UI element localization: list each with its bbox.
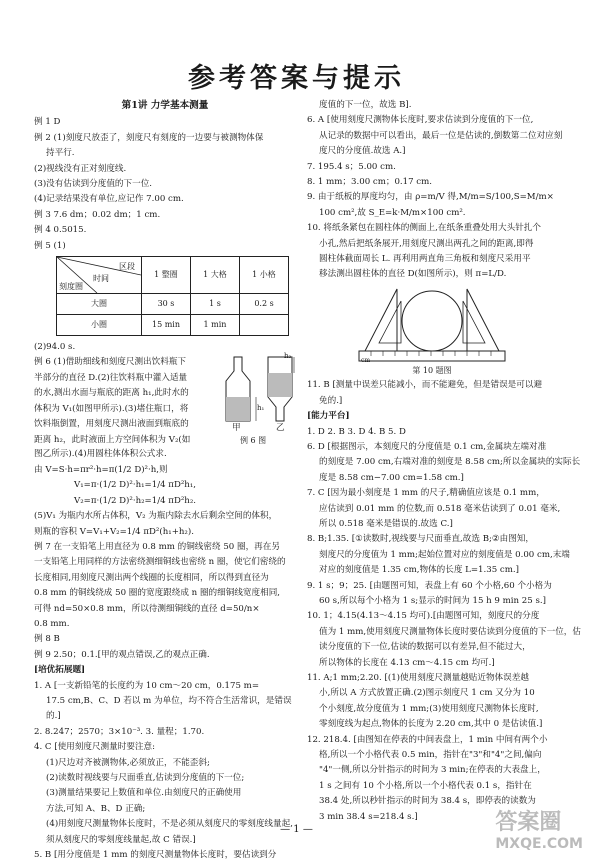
answer-line: (4)记录结果没有单位,应记作 7.00 cm. [34,194,184,205]
answer-line: 例 8 B [34,634,60,645]
answer-line: 须从刻度尺的零刻度线量起,故 C 错误.] [46,834,196,845]
answer-line: 例 3 7.6 dm；0.02 dm；1 cm. [34,209,161,220]
answer-line: 6. D [根据图示，本刻度尺的分度值是 0.1 cm,金属块左端对准 [307,441,547,452]
answer-line: 8. B;1.35. [①读数时,视线要与尺面垂直,故选 B;②由图知， [307,534,535,545]
answer-line: 值为 1 mm,使用刻度尺测量物体长度时要估读到分度值的下一位，估 [319,626,581,637]
answer-line: 移法测出圆柱体的直径 D(如图所示)，则 π=L/D. [319,269,507,280]
watermark-logo [495,805,583,852]
answer-line: 5. B [用分度值是 1 mm 的刻度尺测量物体长度时，要估读到分 [34,850,277,861]
table-header-time: 时间 [93,274,109,284]
answer-line: 11. B [测量中误差只能减小，而不能避免，但是错误是可以避 [307,380,543,391]
answer-line: 的刻度是 7.00 cm,右端对准的刻度是 8.58 cm;所以金属块的实际长 [319,457,581,468]
answer-line: 小孔,然后把纸条展开,用刻度尺测出两孔之间的距离,即得 [319,238,534,249]
answer-line: 所以物体的长度在 4.13 cm～4.15 cm 均可.] [319,657,495,668]
answer-line: (2)94.0 s. [34,342,76,353]
answer-line: 9. 由于纸板的厚度均匀，由 ρ=m/V 得,M/m=S/100,S=M/m× [307,192,554,203]
answer-line: 饮料瓶倒置，用刻度尺测出液面到瓶底的 [34,419,189,430]
answer-line: 应估读到 0.01 mm 的位数,而 0.518 毫米估读到了 0.01 毫米, [319,503,561,514]
answer-line: 则瓶的容积 V=V₁+V₂=1/4 πD²(h₁+h₂). [34,526,194,537]
answer-line: 免的.] [319,395,343,406]
answer-line: 1 s 之间有 10 个小格,所以一个小格代表 0.1 s，指针在 [319,780,532,791]
answer-line: 60 s,所以每个小格为 1 s;显示的时间为 15 h 9 min 25 s.] [319,595,546,606]
answer-line: 持平行. [46,148,75,159]
answer-line: 从记录的数据中可以看出，最后一位是估读的,倒数第二位对应刻 [319,130,563,141]
formula-line: V₂=π·(1/2 D)²·h₂=1/4 πD²h₂. [74,495,197,506]
left-column [34,98,296,863]
table-cell: 1 s [191,294,240,315]
fig10-caption: 第 10 题图 [412,365,452,375]
answer-line: 的.] [46,711,61,722]
answer-line: (5)V₁ 为瓶内水所占体积，V₂ 为瓶内除去水后剩余空间的体积， [34,511,278,522]
answer-line: 8. 1 mm；3.00 cm；0.17 cm. [307,177,433,188]
answer-line: 例 6 (1)借助细线和刻度尺测出饮料瓶下 [34,357,187,368]
table-col-header: 1 大格 [191,257,240,294]
watermark-url: MXQE.COM [495,836,583,852]
table-row-header: 大圈 [57,294,142,315]
section-header: [培优拓展题] [34,665,86,676]
formula-line: V₁=π·(1/2 D)²·h₁=1/4 πD²h₁, [74,480,197,491]
answer-line: 0.8 mm. [34,618,70,629]
table-cell: 0.2 s [240,294,289,315]
answer-line: 1. D 2. B 3. D 4. B 5. D [307,426,406,437]
answer-line: 例 4 0.5015. [34,225,87,236]
answer-line: 7. C [因为最小刻度是 1 mm 的尺子,精确值应该是 0.1 mm， [307,488,545,499]
fig6-label-jia: 甲 [232,423,241,434]
answer-line: 17.5 cm,B、C、D 若以 m 为单位，均不符合生活常识，是错误 [46,695,292,706]
answer-line: 4. C [使用刻度尺测量时要注意: [34,742,156,753]
answer-line: 刻度尺的分度值为 1 mm;起始位置对应的刻度值是 0.00 cm,末端 [319,549,570,560]
answer-line: (1)尺边对齐被测物体,必须放正，不能歪斜; [46,757,210,768]
figure-10 [357,283,507,378]
answer-line: 例 1 D [34,117,61,128]
fig6-caption: 例 6 图 [240,436,267,446]
answer-line: 体积为 V₁(如图甲所示).(3)堵住瓶口，将 [34,403,189,414]
table-col-header: 1 整圈 [142,257,191,294]
table-header-diagonal [57,257,142,294]
answer-line: 9. 1 s；9；25. [由题图可知，表盘上有 60 个小格,60 个小格为 [307,580,552,591]
answer-line: (2)视线没有正对刻度线. [34,163,127,174]
answer-line: 12. 218.4. [由图知在停表的中间表盘上，1 min 中间有两个小 [307,734,548,745]
answer-line: 2. 8.247；2570；3×10⁻³. 3. 量程；1.70. [34,726,205,737]
answer-line: 6. A [使用刻度尺测物体长度时,要求估读到分度值的下一位, [307,115,534,126]
answer-line: 3 min 38.4 s=218.4 s.] [319,811,418,822]
answer-line: 7. 195.4 s；5.00 cm. [307,161,396,172]
answer-line: (2)读数时视线要与尺面垂直,估读到分度值的下一位; [46,773,245,783]
answer-line: 半部分的直径 D.(2)往饮料瓶中灌入适量 [34,372,188,383]
answer-line: (4)用刻度尺测量物体长度时，不是必须从刻度尺的零刻度线量起, [46,819,293,830]
answer-line: 可得 nd=50×0.8 mm，所以待测细铜线的直径 d=50/n× [34,603,260,614]
answer-line: 度值的下一位，故选 B]. [319,100,412,110]
answer-line: 0.8 mm 的铜线绕成 50 圈的宽度跟绕成 n 圈的细铜线宽度相同, [34,588,281,599]
table-col-header: 1 小格 [240,257,289,294]
fig6-h2-label: h₂ [284,352,292,361]
answer-line: 度是 8.58 cm−7.00 cm=1.58 cm.] [319,472,464,483]
answer-line: 格,所以一个小格代表 0.5 min，指针在"3"和"4"之间,偏向 [319,750,542,761]
answer-line: 由 V=S·h=πr²·h=π(1/2 D)²·h,则 [34,464,168,475]
lesson-title: 第1讲 力学基本测量 [121,100,209,111]
page-title: 参考答案与提示 [188,63,405,94]
cylinder-ruler-diagram [357,283,507,363]
answer-line: 距离 h₂，此时液面上方空间体积为 V₂(如 [34,434,191,445]
answer-line: 11. A;1 mm;2.20. [(1)使用刻度尺测量越贴近物体误差越 [307,673,529,683]
answer-line: "4"一侧,所以分针指示的时间为 3 min;在停表的大表盘上， [319,765,546,776]
answer-line: (3)测量结果要记上数值和单位.由刻度尺的正确使用 [46,788,242,799]
timer-table [56,256,289,336]
page-number: — 1 — [280,824,313,835]
answer-line: 10. 将纸条紧包在圆柱体的侧面上,在纸条重叠处用大头针扎个 [307,223,541,234]
answer-line: 小,所以 A 方式放置正确.(2)图示刻度尺 1 cm 又分为 10 [319,688,535,699]
table-header-area: 区段 [119,262,135,272]
table-cell: 1 min [191,315,240,336]
answer-line: 圆柱体截面周长 L. 再利用两直角三角板和刻度尺采用平 [319,254,531,265]
table-cell [240,315,289,336]
answer-line: (3)没有估读到分度值的下一位. [34,179,153,190]
answer-line: 例 7 在一支铅笔上用直径为 0.8 mm 的铜线密绕 50 圈，再在另 [34,541,280,552]
watermark-text: 答案圈 [495,810,562,835]
table-cell: 15 min [142,315,191,336]
answer-line: 10. 1；4.15(4.13～4.15 均可).[由题图可知，刻度尺的分度 [307,611,540,622]
answer-line: 100 cm²,故 S_E=k·M/m×100 cm². [319,207,466,218]
fig6-h1-label: h₁ [257,404,265,413]
answer-line: 长度相同,用刻度尺测出两个线圈的长度相同，所以得到直径为 [34,572,269,583]
answer-line: 的水,测出水面与瓶底的距离 h₁,此时水的 [34,388,189,399]
answer-line: 38.4 处,所以秒针指示的时间为 38.4 s，即停表的读数为 [319,796,536,807]
answer-line: 一支铅笔上用同样的方法密绕测细铜线也密绕 n 圈，使它们密绕的 [34,557,286,568]
figure-example6 [220,351,296,446]
table-header-circle: 刻度圈 [59,282,83,292]
table-row-header: 小圈 [57,315,142,336]
answer-line: 例 9 2.50；0.1.[甲的观点错误,乙的观点正确. [34,649,210,660]
example6-block [34,352,296,447]
answer-line: 个小刻度,故分度值为 1 mm;(3)使用刻度尺测物体长度时, [319,703,539,714]
section-header: [能力平台] [307,411,350,422]
fig6-label-yi: 乙 [276,423,285,434]
answer-line: 读分度值的下一位,估读的数据可以有差异,但不能过大， [319,642,531,653]
answer-line: 所以 0.518 毫米是错误的.故选 C.] [319,518,453,529]
table-cell: 30 s [142,294,191,315]
answer-line: 度尺的分度值.故选 A.] [319,146,406,157]
answer-line: 图乙所示).(4)用圆柱体体积公式求. [34,449,167,460]
answer-line: 方法,可知 A、B、D 正确; [46,803,146,814]
answer-line: 例 2 (1)刻度尺放歪了，刻度尺有刻度的一边要与被测物体保 [34,132,264,143]
answer-line: 对应的刻度值是 1.35 cm,物体的长度 L=1.35 cm.] [319,565,519,576]
answer-line: 零刻度线为起点,物体的长度为 2.20 cm,其中 0 是估读值.] [319,719,543,730]
right-column [307,98,581,825]
answer-line: 1. A [一支新铅笔的长度约为 10 cm～20 cm，0.175 m= [34,680,260,691]
answer-line: 例 5 (1) [34,240,66,251]
fig10-unit-label: cm [361,356,371,364]
